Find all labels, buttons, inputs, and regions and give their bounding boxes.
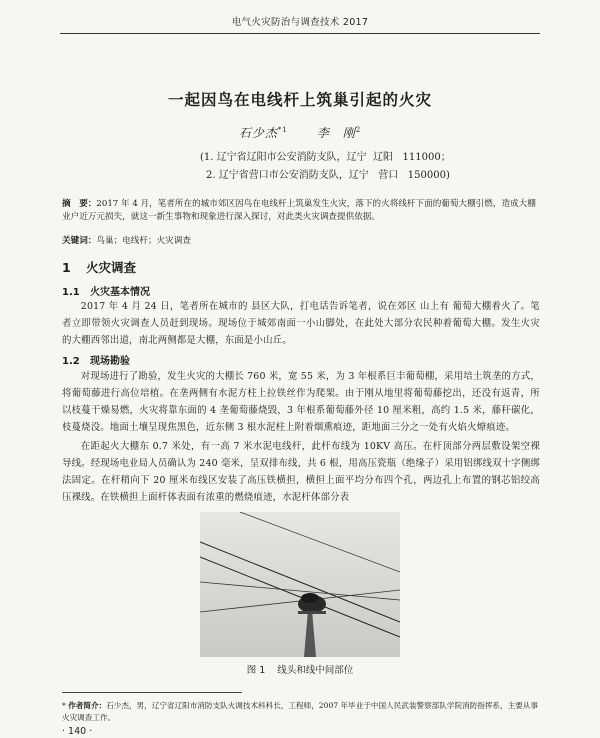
author-line [0,124,600,141]
paragraph-basic-info: 2017 年 4 月 24 日，笔者所在城市的 县区大队，打电话告诉笔者，说在郊区 山上有 葡萄大棚着火了。笔者立即带领火灾调查人员赶到现场。现场位于城郊南面一小山脚处，在此处大部分农民种着葡萄大棚。发生火灾的大棚西邻出道，南北两侧都是大棚，东面是小山丘。 [62,301,540,346]
paragraph-site-survey-2: 在距起火大棚东 0.7 米处，有一高 7 米水泥电线杆，此杆布线为 10KV 高压。在杆顶部分两层敷设架空裸导线。经现场电业局人员确认为 240 毫米，呈双排布线，共 6 根，用高压瓷瓶（绝缘子）采用铝绑线双十字侧绑法固定。在杆稍向下 20 厘米布线区安装了高压铁横担，横担上面平均分布四个孔，两边孔上布置的钢芯铝绞高压裸线。在铁横担上面杆体表面有浓重的燃烧痕迹，水泥杆体部分表 [62,441,540,503]
section-title: 火灾调查 [86,260,137,275]
keywords-text: 鸟巢；电线杆；火灾调查 [96,236,191,246]
abstract [62,198,540,224]
footnote-label: 作者简介： [68,701,107,710]
subsection-heading-1-2 [62,352,130,367]
author-footnote [62,700,540,724]
abstract-text: 2017 年 4 月，笔者所在的城市郊区因鸟在电线杆上筑巢发生火灾，落下的火将线杆下面的葡萄大棚引燃，造成大棚业户近万元损失，就这一新生事物和现象进行深入探讨，对此类火灾调查提供依据。 [62,199,536,222]
section-heading [62,258,136,276]
author-mark: *1 [277,126,288,134]
footnote-marker-icon: * [62,701,66,710]
section-number: 1 [62,260,71,275]
keywords-label: 关键词： [62,236,97,246]
subsection-heading-1-1 [62,283,150,298]
footnote-rule [62,692,242,693]
photo-crossarm [298,611,326,614]
photo-bird-nest-top [301,593,319,603]
author-name: 石少杰 [238,126,278,140]
figure-number: 图 1 [246,665,266,676]
keywords [62,234,191,246]
figure-caption-text: 线头和线中间部位 [277,665,354,676]
paragraph-site-survey-1: 对现场进行了勘验，发生火灾的大棚长 760 米，宽 55 米，为 3 年根系巨丰葡萄棚，采用培土筑垄的方式，将葡萄藤进行高位培植。在垄两侧有水泥方柱上拉铁丝作为爬架。由于刚从地里将葡萄藤挖出，还没有返青，所以枝蔓干燥易燃，火灾将靠东面的 4 垄葡萄藤烧毁，3 年根系葡萄藤外径 10 厘米粗，高约 1.5 米，藤秆碳化，枝蔓烧没。地面土壤呈现焦黑色，近东侧 3 根水泥柱上附着烟熏痕迹，距地面三分之一处有火焰火燎痕迹。 [62,371,540,433]
subsection-title: 现场勘验 [90,356,130,367]
figure-caption [0,662,600,676]
author-name: 李 刚 [316,126,356,140]
subsection-number: 1.1 [62,287,80,298]
article-title: 一起因鸟在电线杆上筑巢引起的火灾 [167,91,432,109]
header-rule [60,33,540,34]
running-head: 电气火灾防治与调查技术 2017 [231,17,369,28]
author-mark: 2 [355,126,362,134]
footnote-text: 石少杰，男，辽宁省辽阳市消防支队火调技术科科长，工程师，2007 年毕业于中国人民武装警察部队学院消防指挥系，主要从事火灾调查工作。 [62,701,538,722]
affiliation-2: 2. 辽宁省营口市公安消防支队，辽宁 营口 150000) [206,170,450,181]
page-number: · 140 · [62,726,93,737]
figure-photo [200,512,400,657]
affiliation-1: (1. 辽宁省辽阳市公安消防支队，辽宁 辽阳 111000； [200,152,451,163]
subsection-number: 1.2 [62,356,80,367]
subsection-title: 火灾基本情况 [90,287,150,298]
abstract-label: 摘 要： [62,199,97,209]
